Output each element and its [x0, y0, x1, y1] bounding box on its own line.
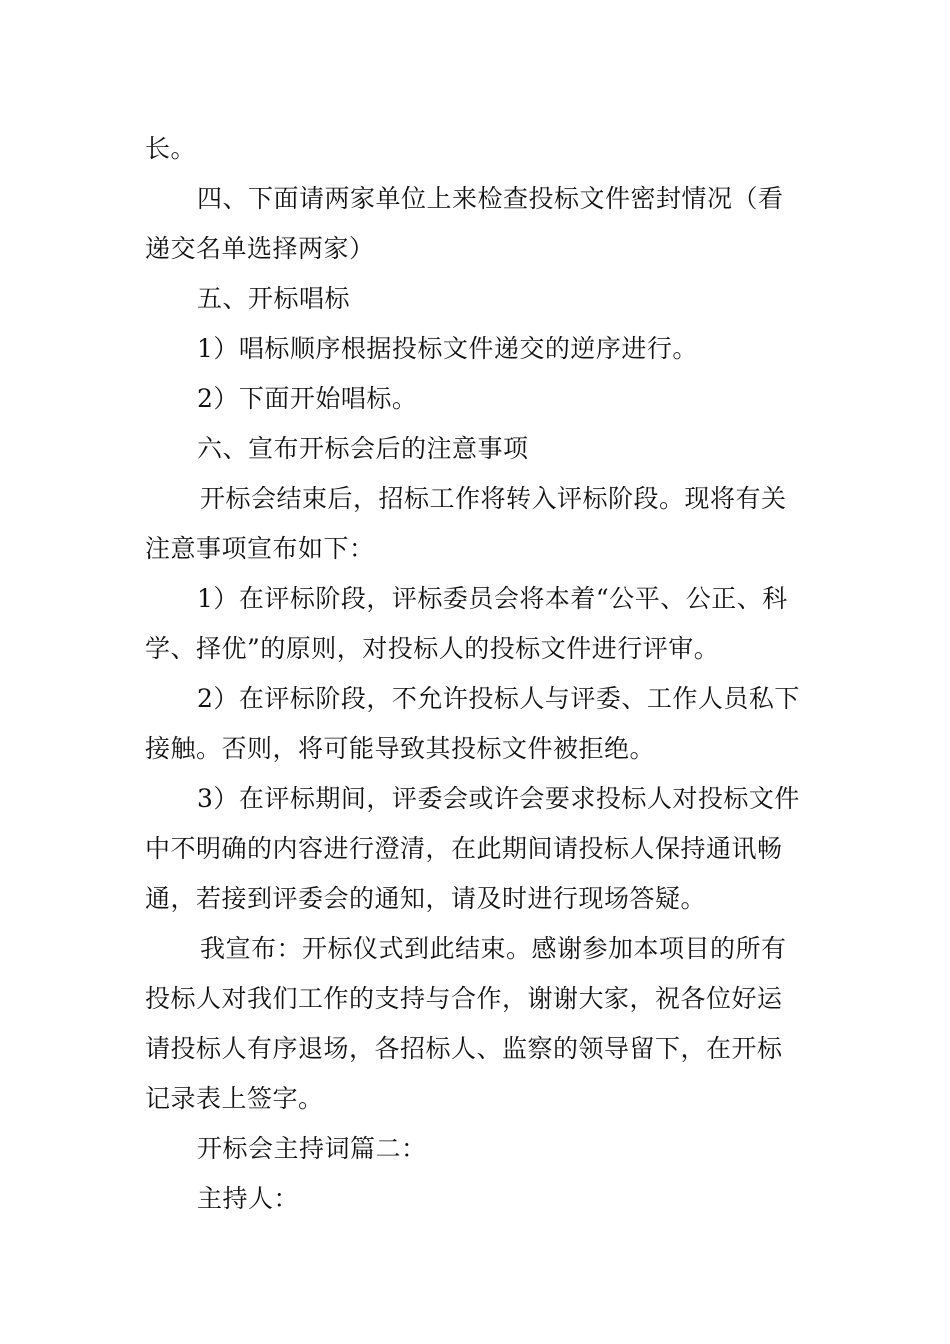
section-heading: 六、宣布开标会后的注意事项 — [197, 434, 529, 463]
text-line: 长。 — [145, 134, 197, 163]
list-item-continuation: 通，若接到评委会的通知，请及时进行现场答疑。 — [145, 884, 707, 913]
list-item: 2）在评标阶段，不允许投标人与评委、工作人员私下 — [197, 684, 800, 713]
list-item-continuation: 中不明确的内容进行澄清，在此期间请投标人保持通讯畅 — [145, 834, 783, 863]
paragraph-line: 开标会结束后，招标工作将转入评标阶段。现将有关 — [200, 484, 787, 513]
list-item-continuation: 学、择优”的原则，对投标人的投标文件进行评审。 — [145, 634, 720, 663]
list-item: 2）下面开始唱标。 — [197, 384, 418, 413]
section-heading: 四、下面请两家单位上来检查投标文件密封情况（看 — [197, 184, 784, 213]
list-item: 1）在评标阶段，评标委员会将本着“公平、公正、科 — [197, 584, 788, 613]
list-item-continuation: 接触。否则，将可能导致其投标文件被拒绝。 — [145, 734, 656, 763]
paragraph-line: 请投标人有序退场，各招标人、监察的领导留下，在开标 — [145, 1034, 783, 1063]
paragraph-line: 记录表上签字。 — [145, 1084, 324, 1113]
section-heading: 开标会主持词篇二： — [197, 1134, 427, 1163]
list-item: 1）唱标顺序根据投标文件递交的逆序进行。 — [197, 334, 698, 363]
list-item: 3）在评标期间，评委会或许会要求投标人对投标文件 — [197, 784, 800, 813]
section-heading: 五、开标唱标 — [197, 284, 351, 313]
paragraph-line: 我宣布：开标仪式到此结束。感谢参加本项目的所有 — [200, 934, 787, 963]
paragraph-line: 注意事项宣布如下： — [145, 534, 375, 563]
text-line: 递交名单选择两家） — [145, 234, 375, 263]
paragraph-line: 投标人对我们工作的支持与合作，谢谢大家，祝各位好运 — [145, 984, 783, 1013]
text-line: 主持人： — [197, 1184, 300, 1213]
